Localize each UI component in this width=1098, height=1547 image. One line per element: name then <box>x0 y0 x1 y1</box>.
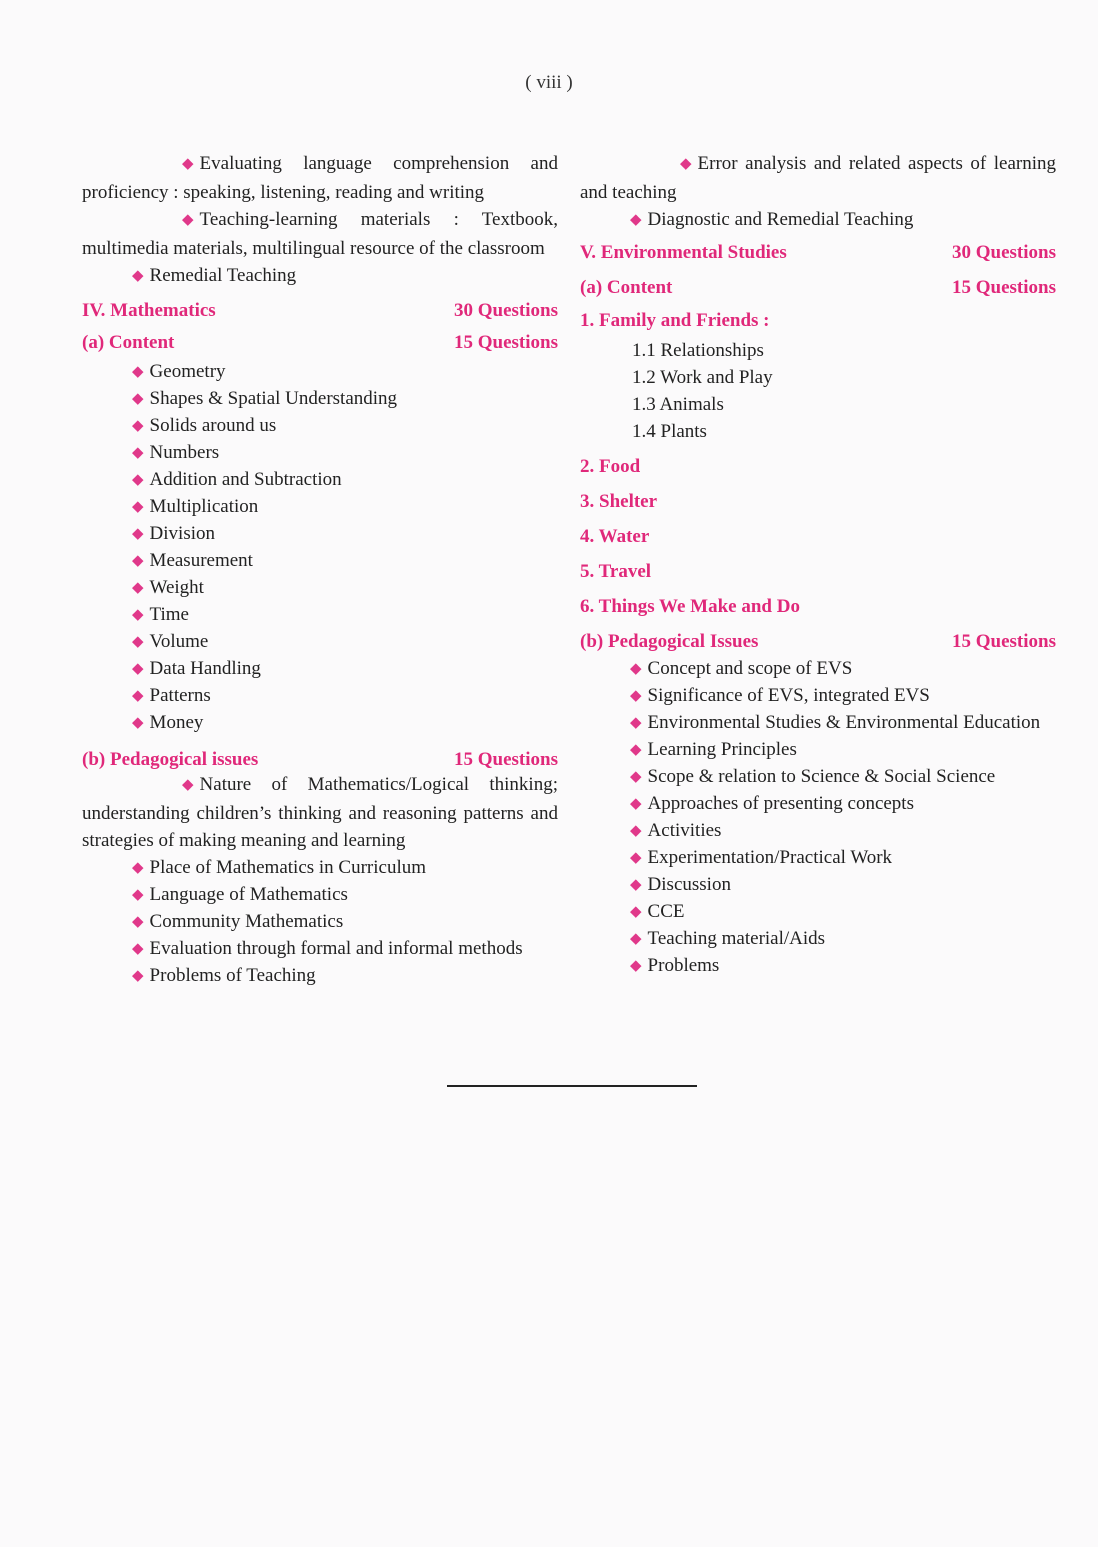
math-ped-item-text: Language of Mathematics <box>149 884 348 905</box>
diamond-bullet-icon: ◆ <box>132 607 144 623</box>
left-column <box>82 150 558 989</box>
math-content-item-text: Volume <box>149 631 209 652</box>
math-ped-item <box>82 935 558 962</box>
math-heading-title: IV. Mathematics <box>82 300 216 321</box>
math-content-item-text: Division <box>149 523 215 544</box>
math-content-item-text: Shapes & Spatial Understanding <box>149 388 398 409</box>
evs-topic <box>580 449 1056 484</box>
evs-heading-title: V. Environmental Studies <box>580 242 787 263</box>
diamond-bullet-icon: ◆ <box>132 860 144 876</box>
evs-ped-item-text: Discussion <box>647 874 731 895</box>
evs-ped-item-text: Approaches of presenting concepts <box>647 793 914 814</box>
math-content-item <box>82 493 558 520</box>
evs-ped-item <box>580 844 1056 871</box>
diamond-bullet-icon: ◆ <box>630 931 642 947</box>
right-intro-text-2: Diagnostic and Remedial Teaching <box>647 209 914 230</box>
math-content-item <box>82 655 558 682</box>
diamond-bullet-icon: ◆ <box>630 877 642 893</box>
evs-ped-item <box>580 871 1056 898</box>
evs-topic-1-title: 1. Family and Friends : <box>580 310 770 331</box>
math-ped-item-text: Community Mathematics <box>149 911 344 932</box>
evs-heading <box>580 235 1056 270</box>
math-content-item <box>82 682 558 709</box>
diamond-bullet-icon: ◆ <box>630 688 642 704</box>
math-content-item <box>82 412 558 439</box>
math-content-item-text: Multiplication <box>149 496 259 517</box>
evs-topic-text: 2. Food <box>580 456 641 477</box>
intro-paragraph-1 <box>82 150 558 206</box>
math-content-item-text: Numbers <box>149 442 220 463</box>
diamond-bullet-icon: ◆ <box>132 580 144 596</box>
diamond-bullet-icon: ◆ <box>630 850 642 866</box>
evs-ped-item-text: Teaching material/Aids <box>647 928 826 949</box>
math-content-item-text: Data Handling <box>149 658 261 679</box>
evs-subtopics-list <box>580 337 1056 445</box>
diamond-bullet-icon: ◆ <box>630 823 642 839</box>
evs-ped-item-text: CCE <box>647 901 685 922</box>
math-content-item-text: Patterns <box>149 685 211 706</box>
evs-ped-title: (b) Pedagogical Issues <box>580 631 759 652</box>
math-ped-item-text: Evaluation through formal and informal methods <box>149 938 523 959</box>
diamond-bullet-icon: ◆ <box>132 499 144 515</box>
evs-subtopic <box>580 337 1056 364</box>
diamond-bullet-icon: ◆ <box>132 941 144 957</box>
evs-ped-item <box>580 655 1056 682</box>
right-intro-text-1: Error analysis and related aspects of learning and teaching <box>580 153 1056 203</box>
evs-subtopic-text: 1.1 Relationships <box>632 340 764 361</box>
evs-content-heading <box>580 270 1056 305</box>
diamond-bullet-icon: ◆ <box>132 472 144 488</box>
evs-ped-item <box>580 817 1056 844</box>
diamond-bullet-icon: ◆ <box>182 212 194 228</box>
diamond-bullet-icon: ◆ <box>182 156 194 172</box>
diamond-bullet-icon: ◆ <box>132 268 144 284</box>
evs-ped-item <box>580 736 1056 763</box>
math-ped-item <box>82 881 558 908</box>
diamond-bullet-icon: ◆ <box>630 715 642 731</box>
diamond-bullet-icon: ◆ <box>132 914 144 930</box>
evs-ped-item-text: Scope & relation to Science & Social Science <box>647 766 996 787</box>
diamond-bullet-icon: ◆ <box>132 391 144 407</box>
diamond-bullet-icon: ◆ <box>132 553 144 569</box>
math-content-item <box>82 574 558 601</box>
evs-subtopic-text: 1.2 Work and Play <box>632 367 773 388</box>
evs-topic-text: 6. Things We Make and Do <box>580 596 800 617</box>
math-ped-list <box>82 854 558 989</box>
evs-ped-item <box>580 709 1056 736</box>
diamond-bullet-icon: ◆ <box>630 742 642 758</box>
evs-ped-item-text: Environmental Studies & Environmental Education <box>647 712 1041 733</box>
diamond-bullet-icon: ◆ <box>132 968 144 984</box>
evs-subtopic <box>580 391 1056 418</box>
math-content-item <box>82 601 558 628</box>
math-content-count: 15 Questions <box>454 332 558 353</box>
evs-ped-item <box>580 898 1056 925</box>
evs-topic <box>580 484 1056 519</box>
math-ped-item-text: Problems of Teaching <box>149 965 316 986</box>
math-ped-title: (b) Pedagogical issues <box>82 749 259 770</box>
diamond-bullet-icon: ◆ <box>132 418 144 434</box>
diamond-bullet-icon: ◆ <box>132 634 144 650</box>
evs-topic <box>580 589 1056 624</box>
math-content-item-text: Weight <box>149 577 204 598</box>
math-content-item <box>82 547 558 574</box>
evs-content-title: (a) Content <box>580 277 673 298</box>
evs-topic-text: 5. Travel <box>580 561 652 582</box>
evs-ped-item-text: Experimentation/Practical Work <box>647 847 893 868</box>
math-ped-item <box>82 962 558 989</box>
evs-ped-item <box>580 682 1056 709</box>
evs-ped-item-text: Significance of EVS, integrated EVS <box>647 685 930 706</box>
evs-heading-count: 30 Questions <box>952 242 1056 263</box>
math-content-item <box>82 466 558 493</box>
evs-content-count: 15 Questions <box>952 277 1056 298</box>
evs-ped-item-text: Problems <box>647 955 720 976</box>
diamond-bullet-icon: ◆ <box>132 364 144 380</box>
diamond-bullet-icon: ◆ <box>132 887 144 903</box>
math-heading <box>82 293 558 328</box>
math-ped-count: 15 Questions <box>454 749 558 770</box>
math-content-item <box>82 358 558 385</box>
math-content-item-text: Money <box>149 712 204 733</box>
diamond-bullet-icon: ◆ <box>630 661 642 677</box>
evs-ped-item-text: Learning Principles <box>647 739 797 760</box>
math-ped-item <box>82 908 558 935</box>
diamond-bullet-icon: ◆ <box>132 715 144 731</box>
diamond-bullet-icon: ◆ <box>630 796 642 812</box>
evs-subtopic-text: 1.4 Plants <box>632 421 707 442</box>
math-content-item-text: Time <box>149 604 189 625</box>
math-ped-paragraph <box>82 771 558 854</box>
math-ped-item-text: Place of Mathematics in Curriculum <box>149 857 427 878</box>
evs-topic <box>580 519 1056 554</box>
diamond-bullet-icon: ◆ <box>132 445 144 461</box>
math-content-item <box>82 628 558 655</box>
evs-subtopic <box>580 364 1056 391</box>
math-content-item-text: Addition and Subtraction <box>149 469 342 490</box>
evs-ped-item-text: Activities <box>647 820 722 841</box>
evs-ped-item-text: Concept and scope of EVS <box>647 658 853 679</box>
evs-topic-1 <box>580 305 1056 337</box>
math-content-item-text: Solids around us <box>149 415 277 436</box>
evs-subtopic <box>580 418 1056 445</box>
evs-topic <box>580 554 1056 589</box>
evs-topic-text: 4. Water <box>580 526 650 547</box>
intro-text-3: Remedial Teaching <box>149 265 297 286</box>
diamond-bullet-icon: ◆ <box>630 904 642 920</box>
intro-text-2: Teaching-learning materials : Textbook, multimedia materials, multilingual resource of the classroom <box>82 209 558 259</box>
end-rule <box>447 1085 697 1087</box>
diamond-bullet-icon: ◆ <box>132 661 144 677</box>
math-content-list <box>82 358 558 736</box>
evs-topics-list <box>580 449 1056 624</box>
diamond-bullet-icon: ◆ <box>132 526 144 542</box>
math-ped-paragraph-text: Nature of Mathematics/Logical thinking; understanding children’s thinking and reasoning patterns and strategies of making meaning and learning <box>82 774 558 851</box>
math-content-item <box>82 709 558 736</box>
evs-subtopic-text: 1.3 Animals <box>632 394 724 415</box>
evs-topic-text: 3. Shelter <box>580 491 658 512</box>
diamond-bullet-icon: ◆ <box>630 769 642 785</box>
math-content-heading <box>82 328 558 358</box>
diamond-bullet-icon: ◆ <box>182 777 194 793</box>
evs-ped-item <box>580 763 1056 790</box>
math-content-item <box>82 385 558 412</box>
math-content-title: (a) Content <box>82 332 175 353</box>
math-ped-item <box>82 854 558 881</box>
intro-text-1: Evaluating language comprehension and proficiency : speaking, listening, reading and writing <box>82 153 558 203</box>
intro-item-3 <box>82 262 558 289</box>
page-number: ( viii ) <box>525 72 573 93</box>
evs-ped-list <box>580 655 1056 979</box>
right-column <box>580 150 1056 979</box>
right-intro-paragraph-1 <box>580 150 1056 206</box>
evs-ped-item <box>580 790 1056 817</box>
math-content-item <box>82 439 558 466</box>
evs-ped-count: 15 Questions <box>952 631 1056 652</box>
evs-ped-item <box>580 952 1056 979</box>
diamond-bullet-icon: ◆ <box>630 212 642 228</box>
diamond-bullet-icon: ◆ <box>680 156 692 172</box>
evs-ped-heading <box>580 624 1056 659</box>
evs-ped-item <box>580 925 1056 952</box>
math-content-item-text: Geometry <box>149 361 226 382</box>
intro-paragraph-2 <box>82 206 558 262</box>
diamond-bullet-icon: ◆ <box>132 688 144 704</box>
math-content-item <box>82 520 558 547</box>
math-heading-count: 30 Questions <box>454 300 558 321</box>
math-content-item-text: Measurement <box>149 550 253 571</box>
right-intro-item-2 <box>580 206 1056 233</box>
diamond-bullet-icon: ◆ <box>630 958 642 974</box>
